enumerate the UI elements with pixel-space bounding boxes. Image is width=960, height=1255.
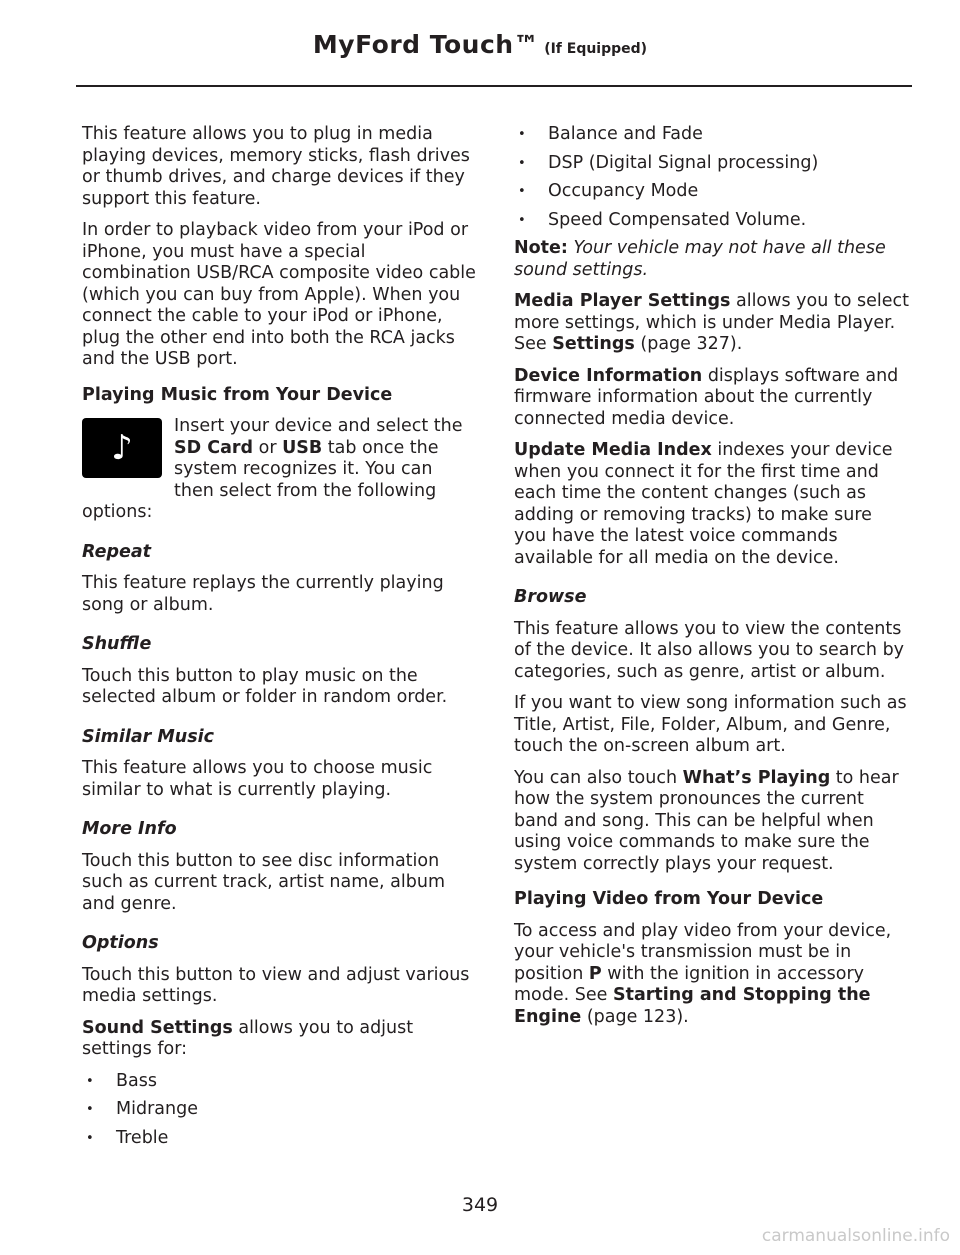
page-number: 349 (461, 1194, 499, 1216)
shuffle-heading: Shuffle (82, 634, 152, 654)
sound-settings-list (82, 1071, 477, 1150)
insert-device-paragraph: ♪ Insert your device and select the SD Card or USB tab once the system recognizes it. You can then select from the following options: (82, 416, 463, 522)
header-divider (76, 85, 912, 87)
video-cable-paragraph: In order to playback video from your iPod or iPhone, you must have a special combination USB/RCA composite video cable (which you can buy from Apple). When you connect the cable to your iPod or iPhone, plug the other end into both the RCA jacks and the USB port. (82, 220, 476, 369)
list-item: • Treble (82, 1128, 477, 1150)
similar-music-heading: Similar Music (82, 726, 215, 747)
playing-video-paragraph: To access and play video from your device, your vehicle's transmission must be in position P with the ignition in accessory mode. See Starting and Stopping the Engine (page 123). (514, 920, 892, 1027)
song-info-paragraph: If you want to view song information such as Title, Artist, File, Folder, Album, and Genre, touch the on-screen album art. (514, 693, 907, 756)
list-item: • Bass (82, 1071, 477, 1093)
options-paragraph: Touch this button to view and adjust various media settings. (82, 964, 470, 1006)
settings-link[interactable]: Settings (552, 334, 635, 354)
page-subtitle: (If Equipped) (544, 41, 648, 57)
intro-paragraph: This feature allows you to plug in media playing devices, memory sticks, flash drives or thumb drives, and charge devices if they support this feature. (82, 124, 470, 209)
browse-paragraph: This feature allows you to view the contents of the device. It also allows you to search by categories, such as genre, artist or album. (514, 618, 905, 682)
page-title: MyFord Touch™ (312, 30, 540, 59)
sound-settings-paragraph: Sound Settings allows you to adjust settings for: (82, 1017, 414, 1059)
playing-video-heading: Playing Video from Your Device (514, 889, 824, 909)
left-column (82, 124, 477, 1156)
repeat-heading: Repeat (82, 541, 152, 562)
device-information-paragraph: Device Information displays software and firmware information about the currently connected media device. (514, 365, 899, 429)
watermark: carmanualsonline.info (761, 1226, 950, 1246)
shuffle-paragraph: Touch this button to play music on the selected album or folder in random order. (82, 665, 448, 707)
list-item: • Speed Compensated Volume. (514, 210, 909, 232)
usb-term: USB (282, 437, 323, 458)
sd-card-term: SD Card (174, 437, 254, 458)
list-item: • Midrange (82, 1099, 477, 1121)
repeat-paragraph: This feature replays the currently playing song or album. (82, 573, 444, 615)
options-heading: Options (82, 933, 159, 953)
right-column (514, 124, 909, 1038)
browse-heading: Browse (514, 587, 587, 607)
playing-music-heading: Playing Music from Your Device (82, 384, 393, 405)
media-player-settings-paragraph: Media Player Settings allows you to select more settings, which is under Media Player. See Settings (page 327). (514, 291, 909, 354)
similar-music-paragraph: This feature allows you to choose music similar to what is currently playing. (82, 758, 433, 800)
update-media-index-paragraph: Update Media Index indexes your device when you connect it for the first time and each time the content changes (such as adding or removing tracks) to make sure you have the latest voice commands available for all media on the device. (514, 440, 893, 568)
page-header (0, 30, 960, 59)
whats-playing-paragraph: You can also touch What’s Playing to hear how the system pronounces the current band and song. This can be helpful when using voice commands to make sure the system correctly plays your request. (514, 767, 899, 874)
more-info-paragraph: Touch this button to see disc information such as current track, artist name, album and genre. (82, 850, 446, 914)
more-info-heading: More Info (82, 819, 177, 839)
sound-settings-list-continued (514, 124, 909, 231)
list-item: • DSP (Digital Signal processing) (514, 153, 909, 175)
list-item: • Balance and Fade (514, 124, 909, 146)
music-note-icon: ♪ (82, 418, 162, 478)
list-item: • Occupancy Mode (514, 181, 909, 203)
note-paragraph: Note: Your vehicle may not have all these sound settings. (514, 238, 886, 280)
starting-stopping-link[interactable]: Starting and Stopping the Engine (514, 985, 871, 1027)
